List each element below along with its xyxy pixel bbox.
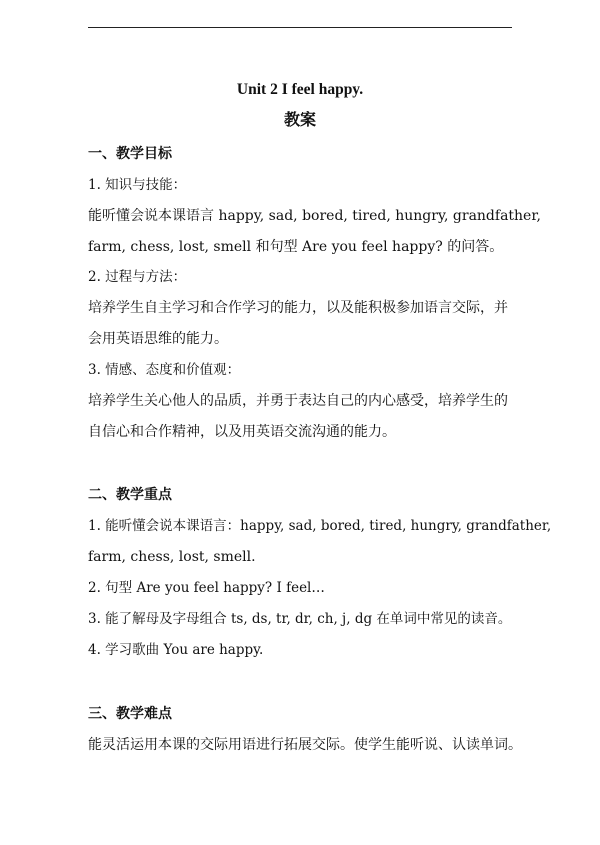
section-line: 2. 过程与方法： xyxy=(88,269,187,285)
section-line: 1. 能听懂会说本课语言：happy, sad, bored, tired, hungry, grandfather, xyxy=(88,518,552,534)
section-line: 培养学生关心他人的品质，并勇于表达自己的内心感受，培养学生的 xyxy=(88,393,508,409)
section-line: 能听懂会说本课语言 happy, sad, bored, tired, hungry, grandfather, xyxy=(88,208,541,224)
section-line: farm, chess, lost, smell 和句型 Are you feel happy? 的问答。 xyxy=(88,239,504,255)
section-line: 1. 知识与技能： xyxy=(88,177,187,193)
section-line: 自信心和合作精神，以及用英语交流沟通的能力。 xyxy=(88,424,396,440)
document-title: Unit 2 I feel happy. xyxy=(236,81,364,98)
section-line: 培养学生自主学习和合作学习的能力，以及能积极参加语言交际，并 xyxy=(88,300,508,316)
section-line: 会用英语思维的能力。 xyxy=(88,331,228,347)
section-line: 2. 句型 Are you feel happy? I feel… xyxy=(88,580,325,596)
section-heading: 二、教学重点 xyxy=(88,487,172,503)
section-line: 3. 能了解母及字母组合 ts, ds, tr, dr, ch, j, dg 在单词中常见的读音。 xyxy=(88,611,512,627)
section-line: 3. 情感、态度和价值观： xyxy=(88,362,241,378)
section-heading: 一、教学目标 xyxy=(88,146,172,162)
document-subtitle: 教案 xyxy=(283,110,316,129)
section-heading: 三、教学难点 xyxy=(88,706,172,722)
section-line: farm, chess, lost, smell. xyxy=(88,549,256,565)
section-line: 能灵活运用本课的交际用语进行拓展交际。使学生能听说、认读单词。 xyxy=(88,737,522,753)
section-line: 4. 学习歌曲 You are happy. xyxy=(88,642,264,658)
header-rule xyxy=(88,27,512,28)
